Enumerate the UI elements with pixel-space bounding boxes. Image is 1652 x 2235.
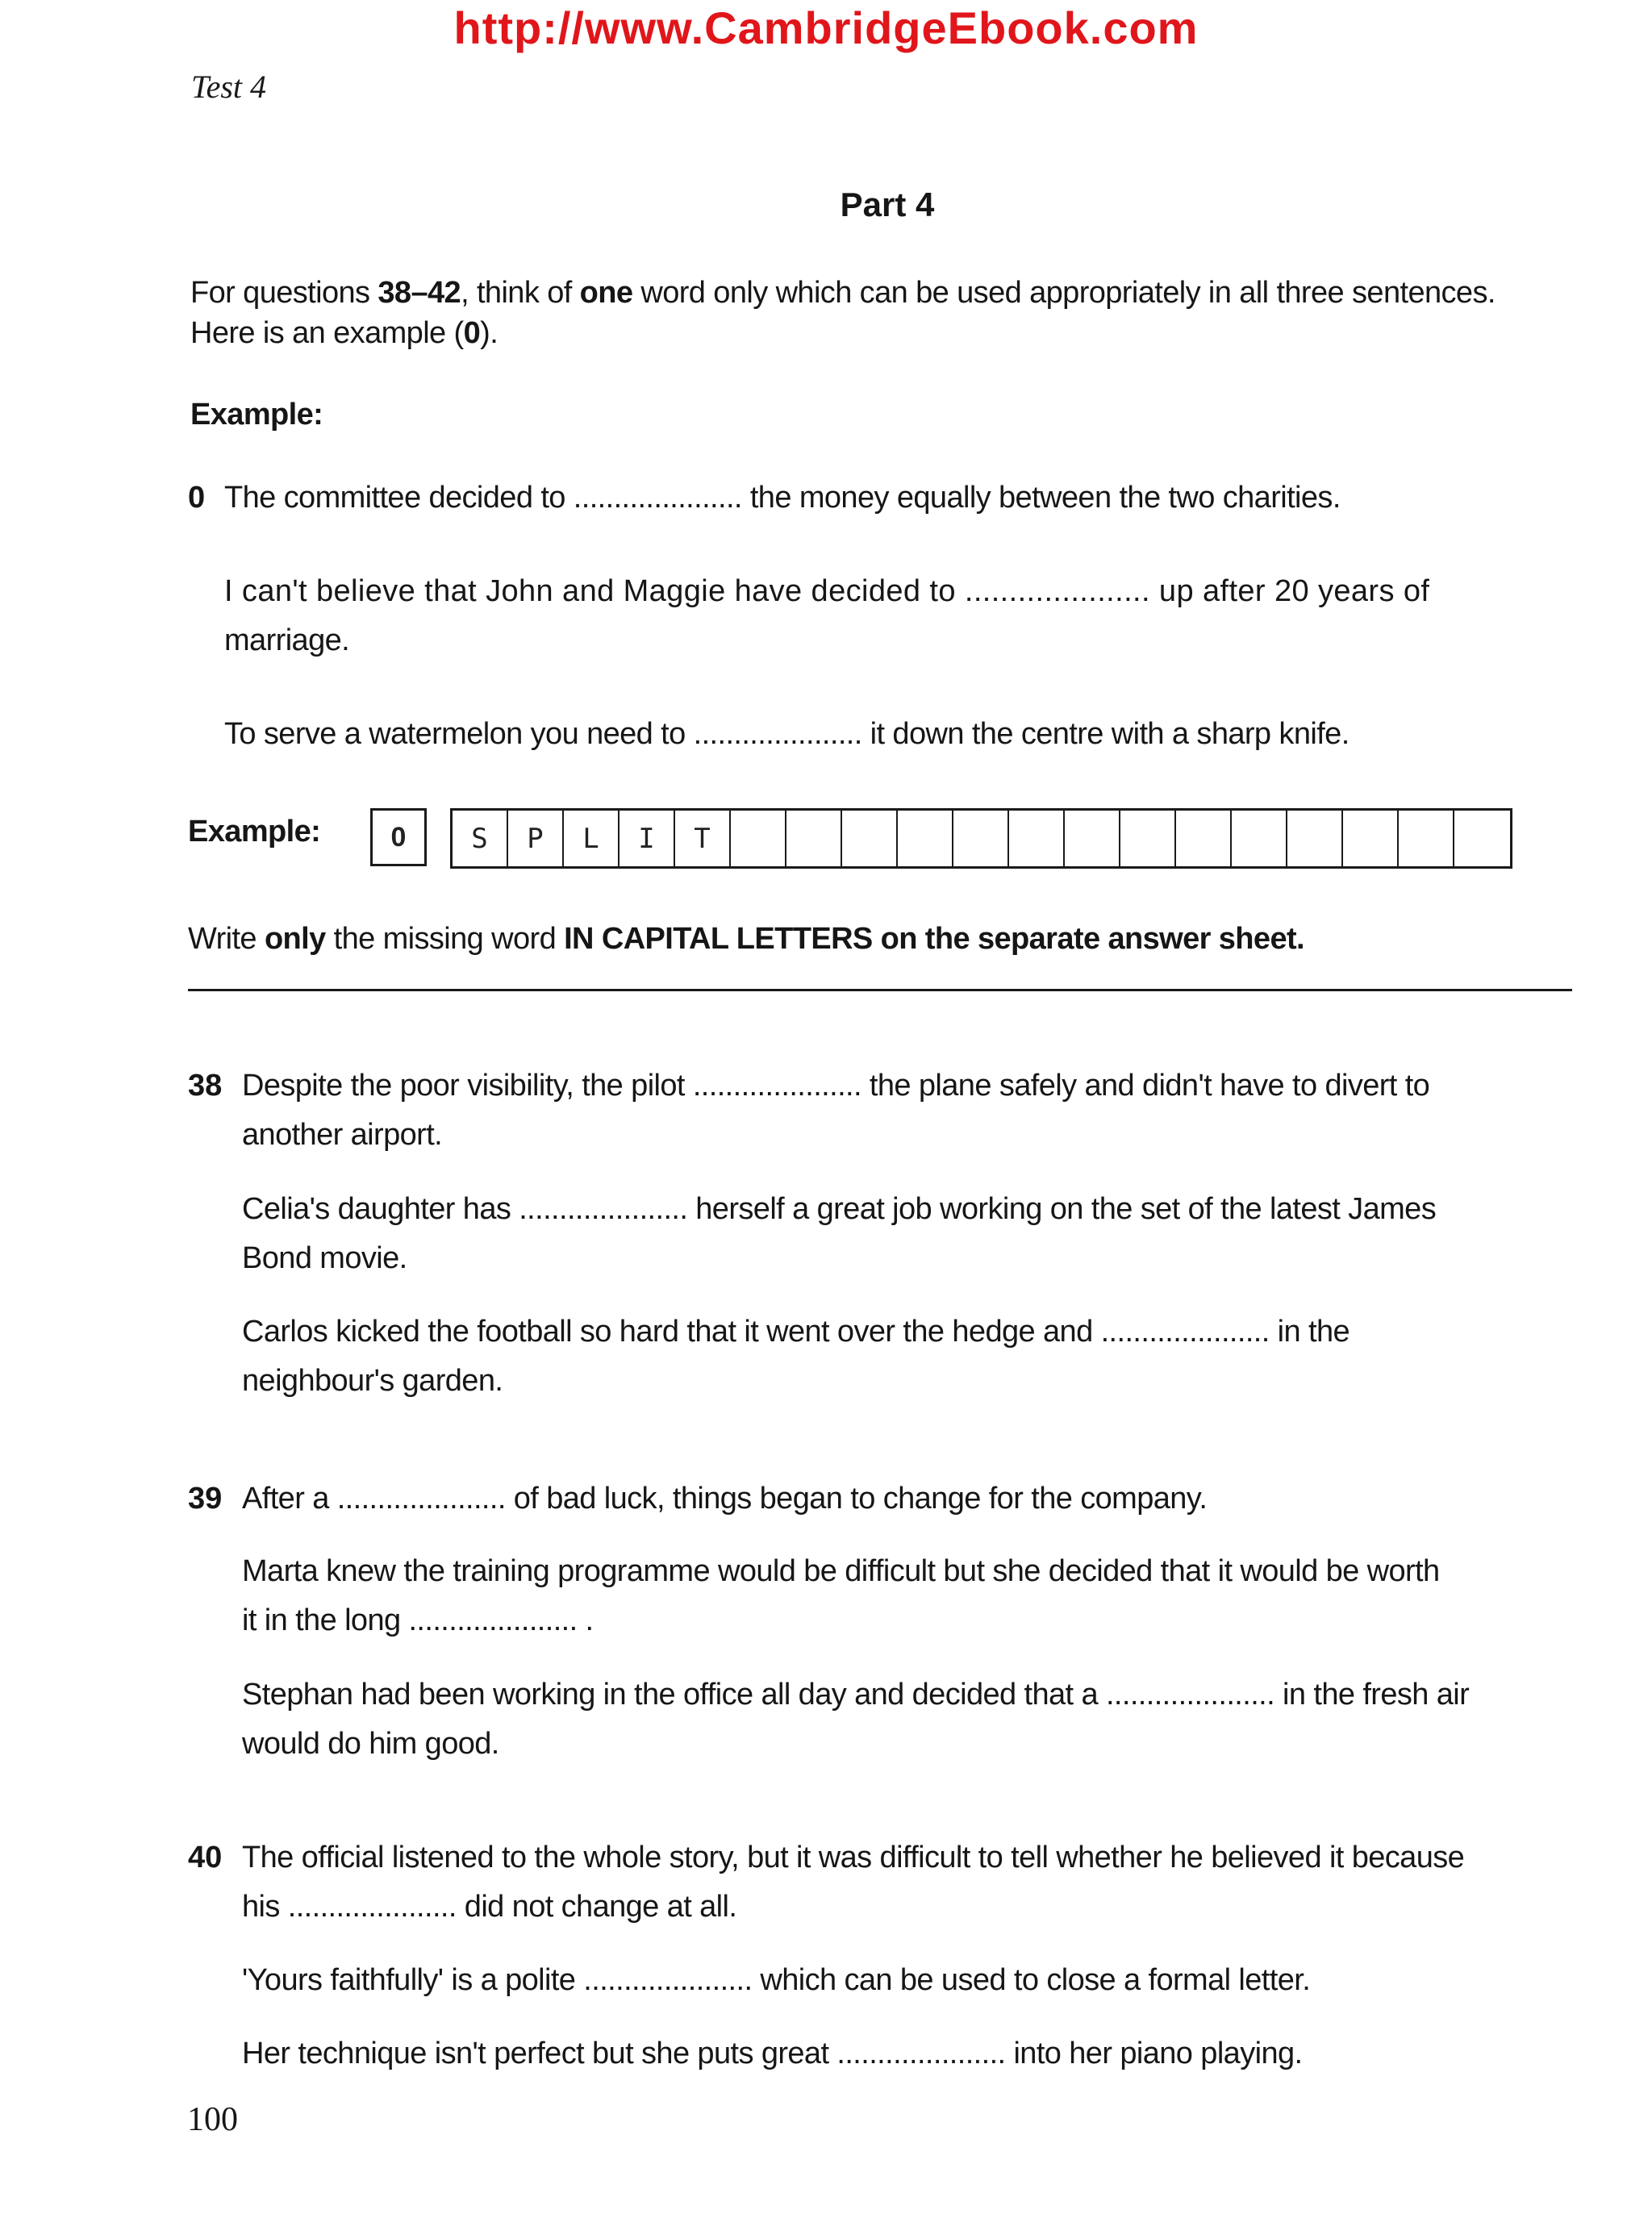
answer-letter-cell	[1120, 811, 1176, 866]
write-emphasis: only	[264, 922, 326, 956]
question-number: 39	[188, 1482, 223, 1516]
q38-sentence-1-line-1: Despite the poor visibility, the pilot ..................... the plane safely and didn't have to divert to	[242, 1069, 1430, 1103]
answer-letter-cell	[1176, 811, 1232, 866]
q38-sentence-2-line-1: Celia's daughter has ..................... herself a great job working on the set of the latest James	[242, 1192, 1437, 1226]
section-divider	[188, 989, 1572, 991]
test-label: Test 4	[191, 69, 267, 105]
q40-sentence-1-line-1: The official listened to the whole story, but it was difficult to tell whether he believed it because	[242, 1841, 1465, 1874]
answer-letter-grid	[450, 808, 1512, 869]
q39-sentence-2-line-1: Marta knew the training programme would be difficult but she decided that it would be worth	[242, 1554, 1440, 1588]
answer-letter-cell: T	[675, 811, 731, 866]
example-sentence-1: The committee decided to ..................... the money equally between the two charities.	[224, 481, 1341, 515]
answer-letter-cell	[1343, 811, 1399, 866]
instr-emphasis: one	[579, 276, 633, 310]
instr-text: Here is an example (	[190, 316, 464, 350]
q38-sentence-3-line-1: Carlos kicked the football so hard that it went over the hedge and ..................... in the	[242, 1315, 1350, 1349]
answer-letter-cell	[1065, 811, 1120, 866]
answer-letter-cell	[731, 811, 786, 866]
answer-letter-cell	[1454, 811, 1510, 866]
answer-letter-cell: P	[508, 811, 564, 866]
q38-sentence-2-line-2: Bond movie.	[242, 1241, 407, 1275]
answer-letter-cell	[1232, 811, 1287, 866]
example-number: 0	[188, 481, 206, 515]
example-sentence-2-line-2: marriage.	[224, 623, 350, 657]
answer-letter-cell	[842, 811, 898, 866]
write-instruction	[188, 915, 1304, 963]
example-sentence-3: To serve a watermelon you need to ..................... it down the centre with a sharp knife.	[224, 717, 1350, 751]
answer-letter-cell: S	[453, 811, 508, 866]
answer-letter-cell: I	[620, 811, 675, 866]
write-text: Write	[188, 922, 265, 956]
answer-letter-cell	[898, 811, 953, 866]
example-sentence-2-line-1: I can't believe that John and Maggie have decided to ..................... up after 20 years of	[224, 574, 1430, 608]
question-number: 40	[188, 1841, 223, 1874]
part-title: Part 4	[840, 186, 935, 223]
q39-sentence-3-line-2: would do him good.	[242, 1727, 499, 1761]
instructions-line-2	[190, 309, 498, 357]
q40-sentence-3-line-1: Her technique isn't perfect but she puts great ..................... into her piano playing.	[242, 2037, 1303, 2070]
q38-sentence-3-line-2: neighbour's garden.	[242, 1364, 503, 1398]
answer-letter-cell	[1287, 811, 1343, 866]
q38-sentence-1-line-2: another airport.	[242, 1118, 443, 1152]
instr-range: 38–42	[378, 276, 461, 310]
answer-letter-cell: L	[564, 811, 620, 866]
page-number: 100	[187, 2101, 238, 2138]
answer-letter-cell	[786, 811, 842, 866]
q40-sentence-1-line-2: his ..................... did not change at all.	[242, 1890, 737, 1924]
answer-letter-cell	[1009, 811, 1065, 866]
instr-text: , think of	[461, 276, 580, 310]
instr-text: ).	[480, 316, 499, 350]
question-number: 38	[188, 1069, 223, 1103]
instr-text: word only which can be used appropriately in all three sentences.	[632, 276, 1496, 310]
header-url: http://www.CambridgeEbook.com	[453, 2, 1199, 53]
q40-sentence-2-line-1: 'Yours faithfully' is a polite ..................... which can be used to close a formal letter.	[242, 1963, 1311, 1997]
example-heading: Example:	[190, 398, 323, 432]
answer-example-label: Example:	[188, 815, 321, 849]
q39-sentence-1-line-1: After a ..................... of bad luck, things began to change for the company.	[242, 1482, 1208, 1516]
write-emphasis: IN CAPITAL LETTERS on the separate answer sheet.	[564, 922, 1304, 956]
answer-letter-cell	[1399, 811, 1454, 866]
write-text: the missing word	[325, 922, 565, 956]
instr-text: For questions	[190, 276, 378, 310]
q39-sentence-3-line-1: Stephan had been working in the office all day and decided that a ..................... in the fresh air	[242, 1678, 1470, 1712]
q39-sentence-2-line-2: it in the long ..................... .	[242, 1603, 594, 1637]
instr-example-ref: 0	[463, 316, 481, 350]
answer-example-number-box: 0	[370, 808, 427, 866]
answer-letter-cell	[953, 811, 1009, 866]
